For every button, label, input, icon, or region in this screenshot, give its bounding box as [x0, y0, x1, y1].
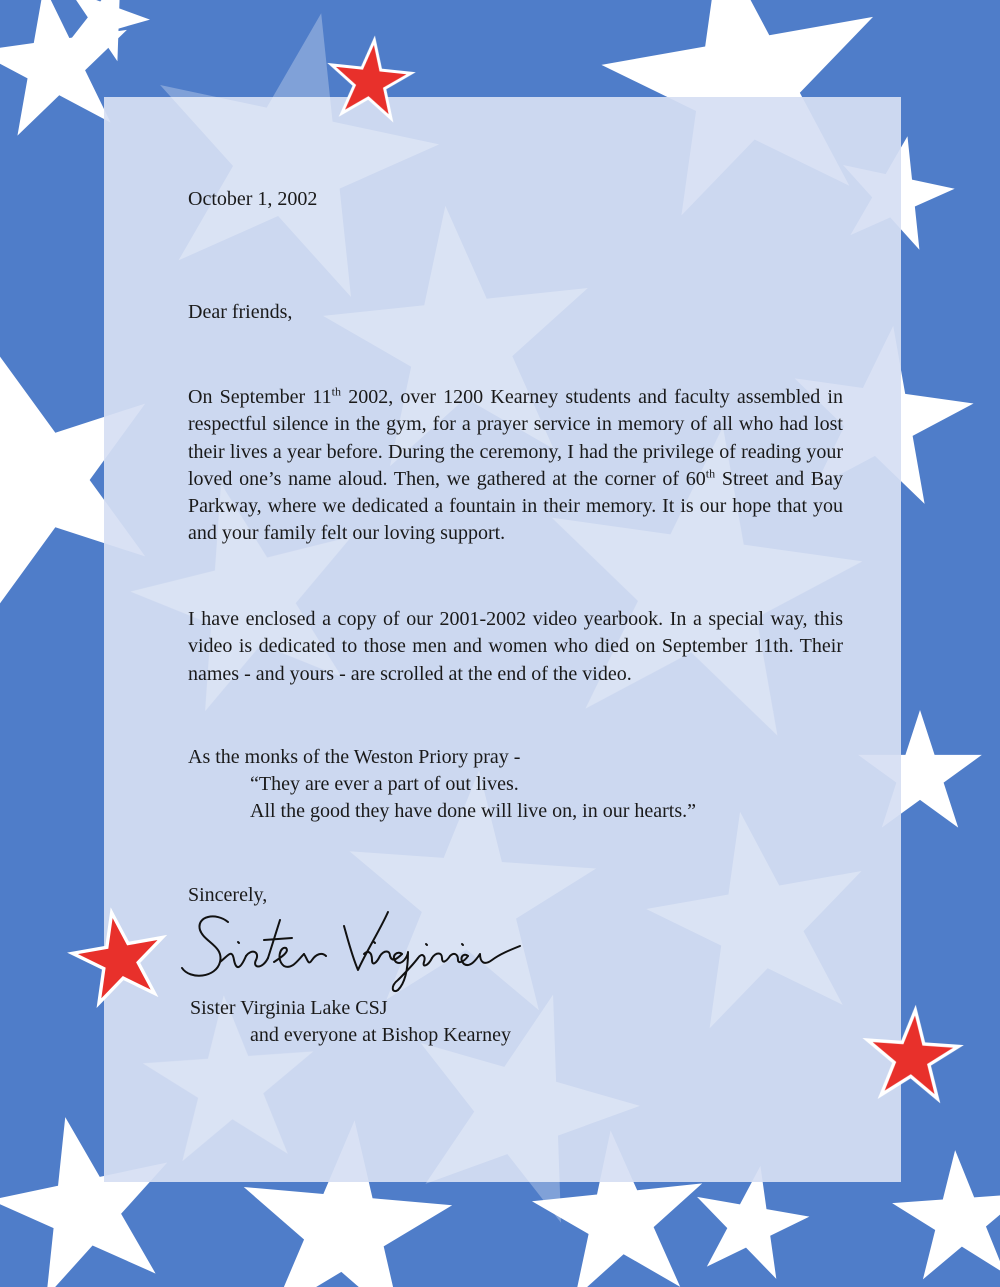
signer-name: Sister Virginia Lake CSJ — [190, 997, 388, 1019]
letter-salutation: Dear friends, — [188, 301, 293, 323]
letter-closing: Sincerely, — [188, 884, 268, 906]
paragraph-1-superscript: th — [331, 384, 341, 399]
paragraph-1-superscript: th — [705, 466, 716, 481]
quote-line-2: All the good they have done will live on, in our hearts.” — [250, 800, 697, 822]
quote-line-1: “They are ever a part of out lives. — [250, 773, 519, 795]
paragraph-1-part-b: 2002, over 1200 Kearney students and faculty assembled in respectful silence in the gym, for a prayer service in memory of all who had lost their lives a year before. During the ceremony, I had the privilege of reading your loved one’s name aloud. Then, we gathered at the corner of 60 — [188, 386, 843, 490]
paragraph-1-part-c: Street and Bay Parkway, where we dedicated a fountain in their memory. It is our hope that you and your family felt our loving support. — [188, 467, 843, 545]
paragraph-1 — [188, 384, 843, 548]
letter-date: October 1, 2002 — [188, 188, 318, 210]
paragraph-2: I have enclosed a copy of our 2001-2002 video yearbook. In a special way, this video is dedicated to those men and women who died on September 11th. Their names - and yours - are scrolled at the end of the video. — [188, 608, 843, 685]
paragraph-3-intro: As the monks of the Weston Priory pray - — [188, 746, 521, 768]
signer-group: and everyone at Bishop Kearney — [250, 1024, 512, 1046]
handwritten-signature — [176, 900, 536, 995]
paragraph-1-part-a: On September 11 — [188, 386, 332, 408]
